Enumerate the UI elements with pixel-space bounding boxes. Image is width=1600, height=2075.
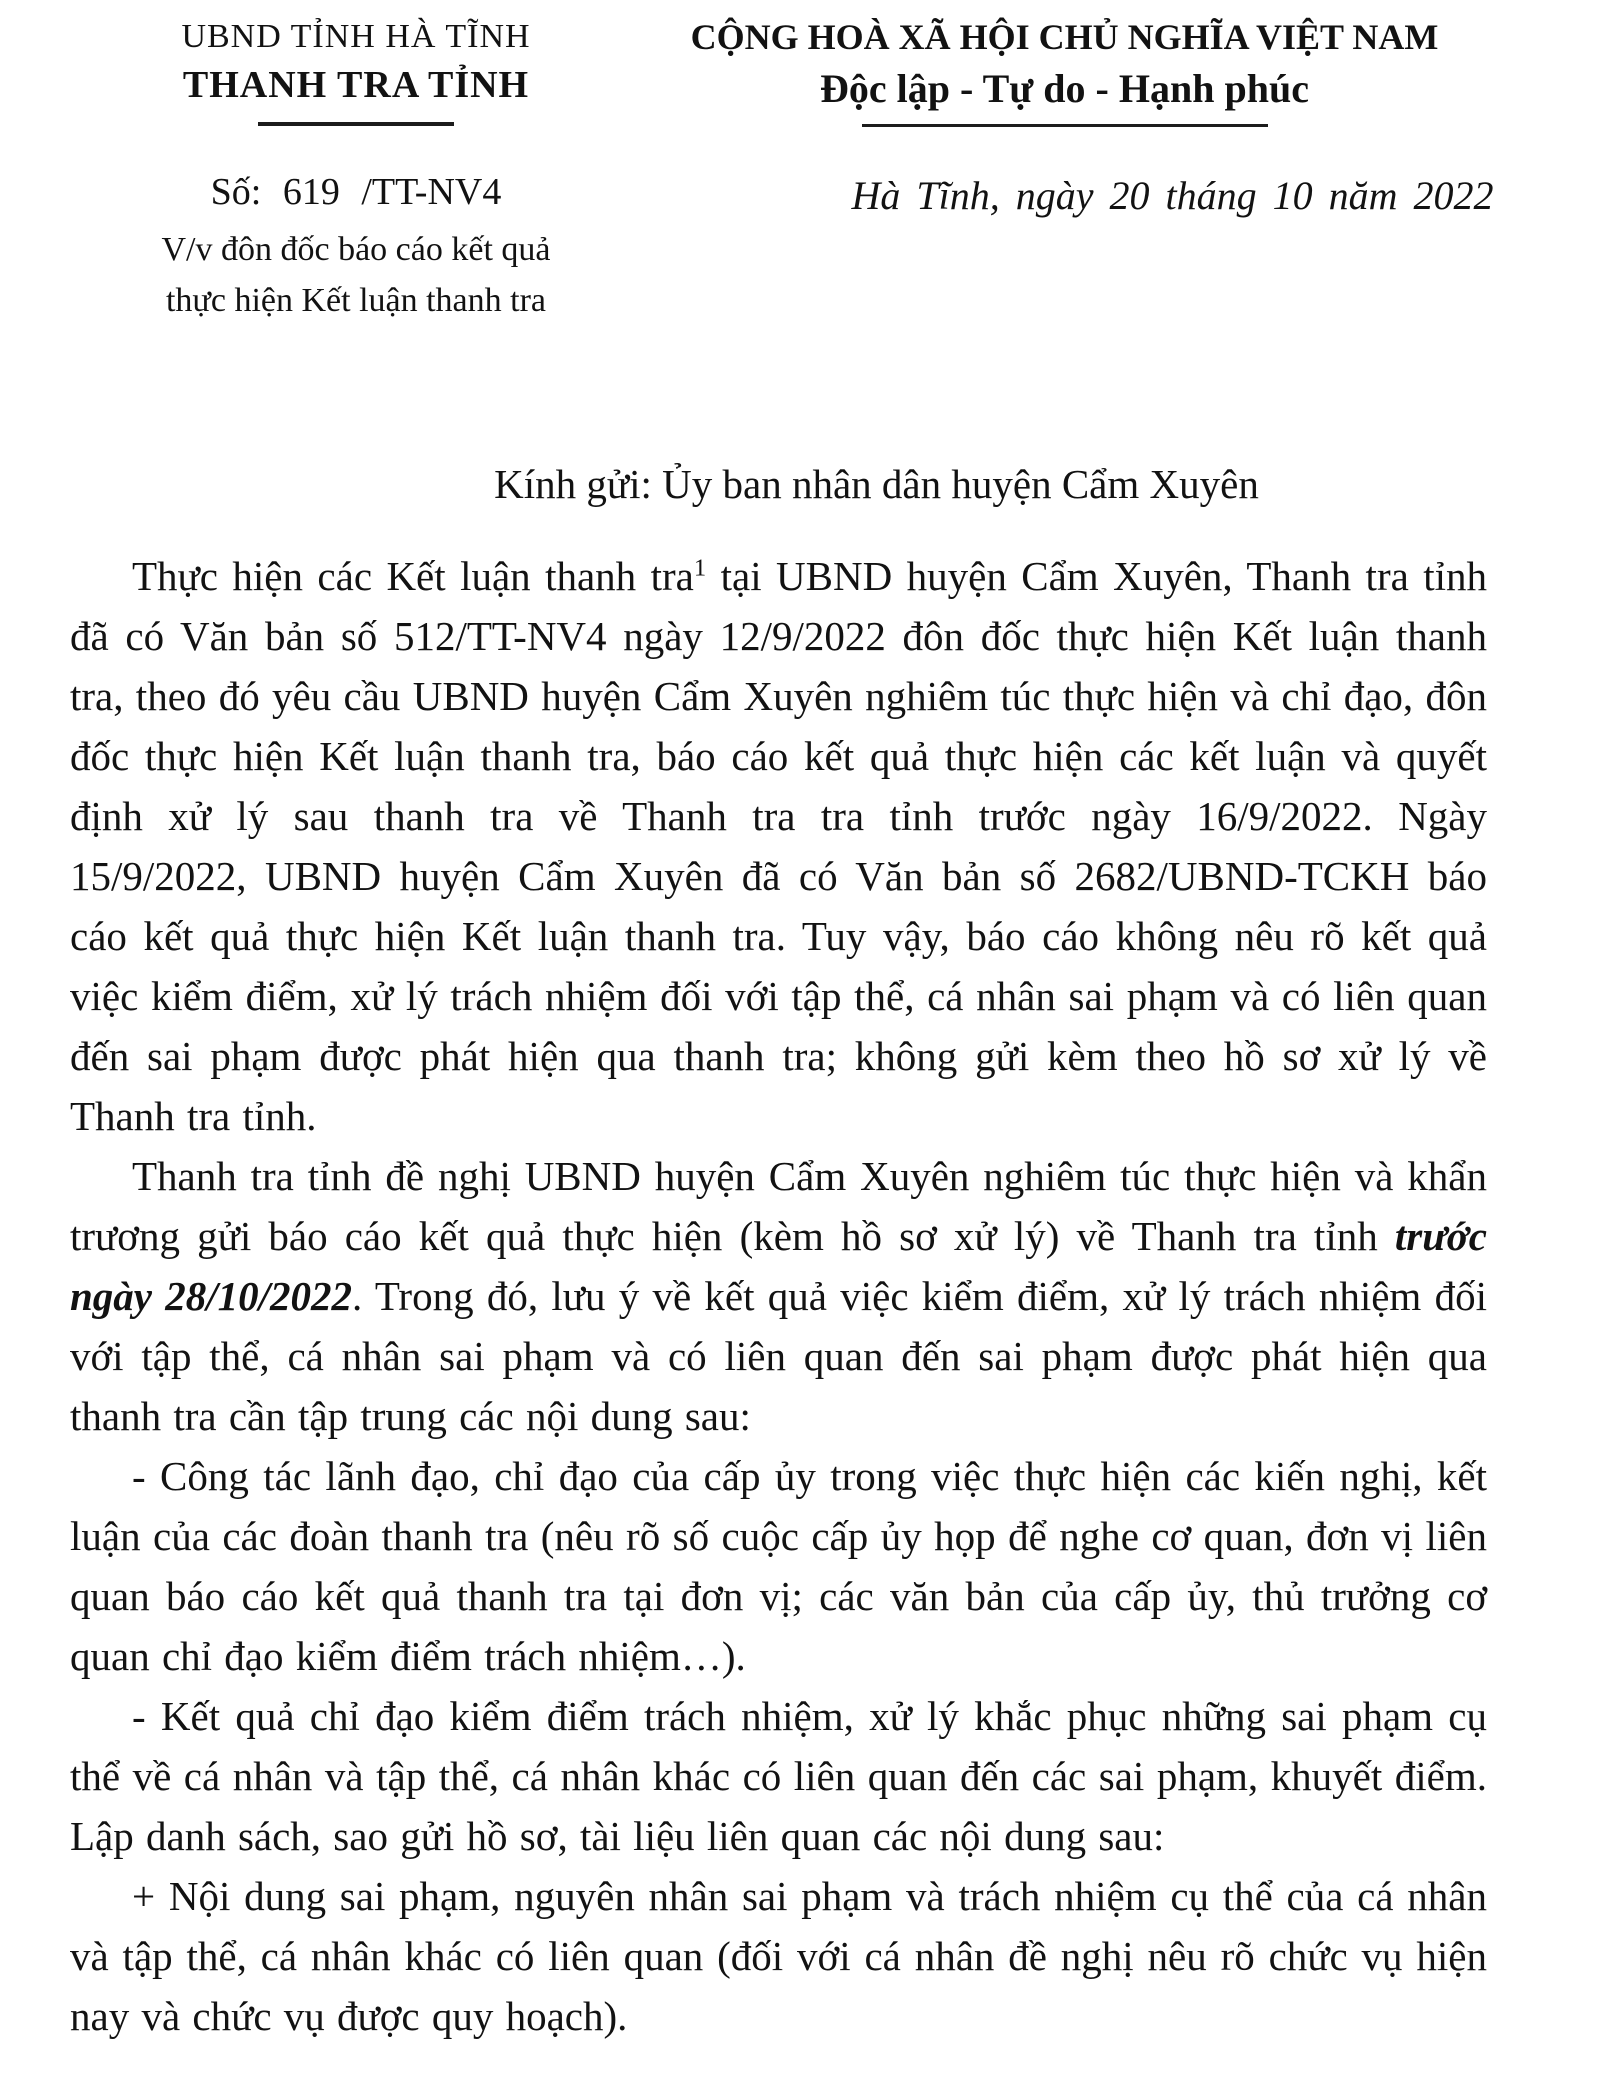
national-motto-line: Độc lập - Tự do - Hạnh phúc [820, 66, 1309, 111]
issuing-authority-block [70, 14, 642, 326]
document-subject-line1: V/v đôn đốc báo cáo kết quả [161, 231, 551, 268]
parent-org-name: UBND TỈNH HÀ TĨNH [181, 18, 531, 55]
recipient-line: Kính gửi: Ủy ban nhân dân huyện Cẩm Xuyên [494, 461, 1259, 507]
national-name-line: CỘNG HOÀ XÃ HỘI CHỦ NGHĨA VIỆT NAM [690, 17, 1439, 57]
document-number: Số: 619 /TT-NV4 [210, 171, 502, 213]
paragraph-1: Thực hiện các Kết luận thanh tra$^1$ tại UBND huyện Cẩm Xuyên, Thanh tra tỉnh đã có Văn bản số 512/TT-NV4 ngày 12/9/2022 đôn đốc thực hiện Kết luận thanh tra, theo đó yêu cầu UBND huyện Cẩm Xuyên nghiêm túc thực hiện và chỉ đạo, đôn đốc thực hiện Kết luận thanh tra, báo cáo kết quả thực hiện các kết luận và quyết định xử lý sau thanh tra về Thanh tra tra tỉnh trước ngày 16/9/2022. Ngày 15/9/2022, UBND huyện Cẩm Xuyên đã có Văn bản số 2682/UBND-TCKH báo cáo kết quả thực hiện Kết luận thanh tra. Tuy vậy, báo cáo không nêu rõ kết quả việc kiểm điểm, xử lý trách nhiệm đối với tập thể, cá nhân sai phạm và có liên quan đến sai phạm được phát hiện qua thanh tra; không gửi kèm theo hồ sơ xử lý về Thanh tra tỉnh. [70, 553, 1488, 1139]
paragraph-5: + Nội dung sai phạm, nguyên nhân sai phạm và trách nhiệm cụ thể của cá nhân và tập thể, cá nhân khác có liên quan (đối với cá nhân đề nghị nêu rõ chức vụ hiện nay và chức vụ được quy hoạch). [70, 1873, 1487, 2039]
document-body [70, 546, 1487, 2046]
paragraph-3: - Công tác lãnh đạo, chỉ đạo của cấp ủy trong việc thực hiện các kiến nghị, kết luận của các đoàn thanh tra (nêu rõ số cuộc cấp ủy họp để nghe cơ quan, đơn vị liên quan báo cáo kết quả thanh tra tại đơn vị; các văn bản của cấp ủy, thủ trưởng cơ quan chỉ đạo kiểm điểm trách nhiệm…). [70, 1453, 1487, 1679]
issuing-org-underline [258, 122, 454, 126]
national-header-block [642, 14, 1494, 221]
paragraph-4: - Kết quả chỉ đạo kiểm điểm trách nhiệm, xử lý khắc phục những sai phạm cụ thể về cá nhân và tập thể, cá nhân khác có liên quan đến các sai phạm, khuyết điểm. Lập danh sách, sao gửi hồ sơ, tài liệu liên quan các nội dung sau: [70, 1693, 1487, 1859]
issuing-org-name: THANH TRA TỈNH [182, 64, 530, 106]
paragraph-2: Thanh tra tỉnh đề nghị UBND huyện Cẩm Xuyên nghiêm túc thực hiện và khẩn trương gửi báo cáo kết quả thực hiện (kèm hồ sơ xử lý) về Thanh tra tỉnh trước ngày 28/10/2022. Trong đó, lưu ý về kết quả việc kiểm điểm, xử lý trách nhiệm đối với tập thể, cá nhân sai phạm và có liên quan đến sai phạm được phát hiện qua thanh tra cần tập trung các nội dung sau: [70, 1153, 1487, 1439]
document-header [70, 14, 1494, 326]
document-subject-line2: thực hiện Kết luận thanh tra [165, 282, 547, 319]
national-motto-underline [862, 124, 1268, 127]
place-and-date-line: Hà Tĩnh, ngày 20 tháng 10 năm 2022 [851, 173, 1494, 218]
